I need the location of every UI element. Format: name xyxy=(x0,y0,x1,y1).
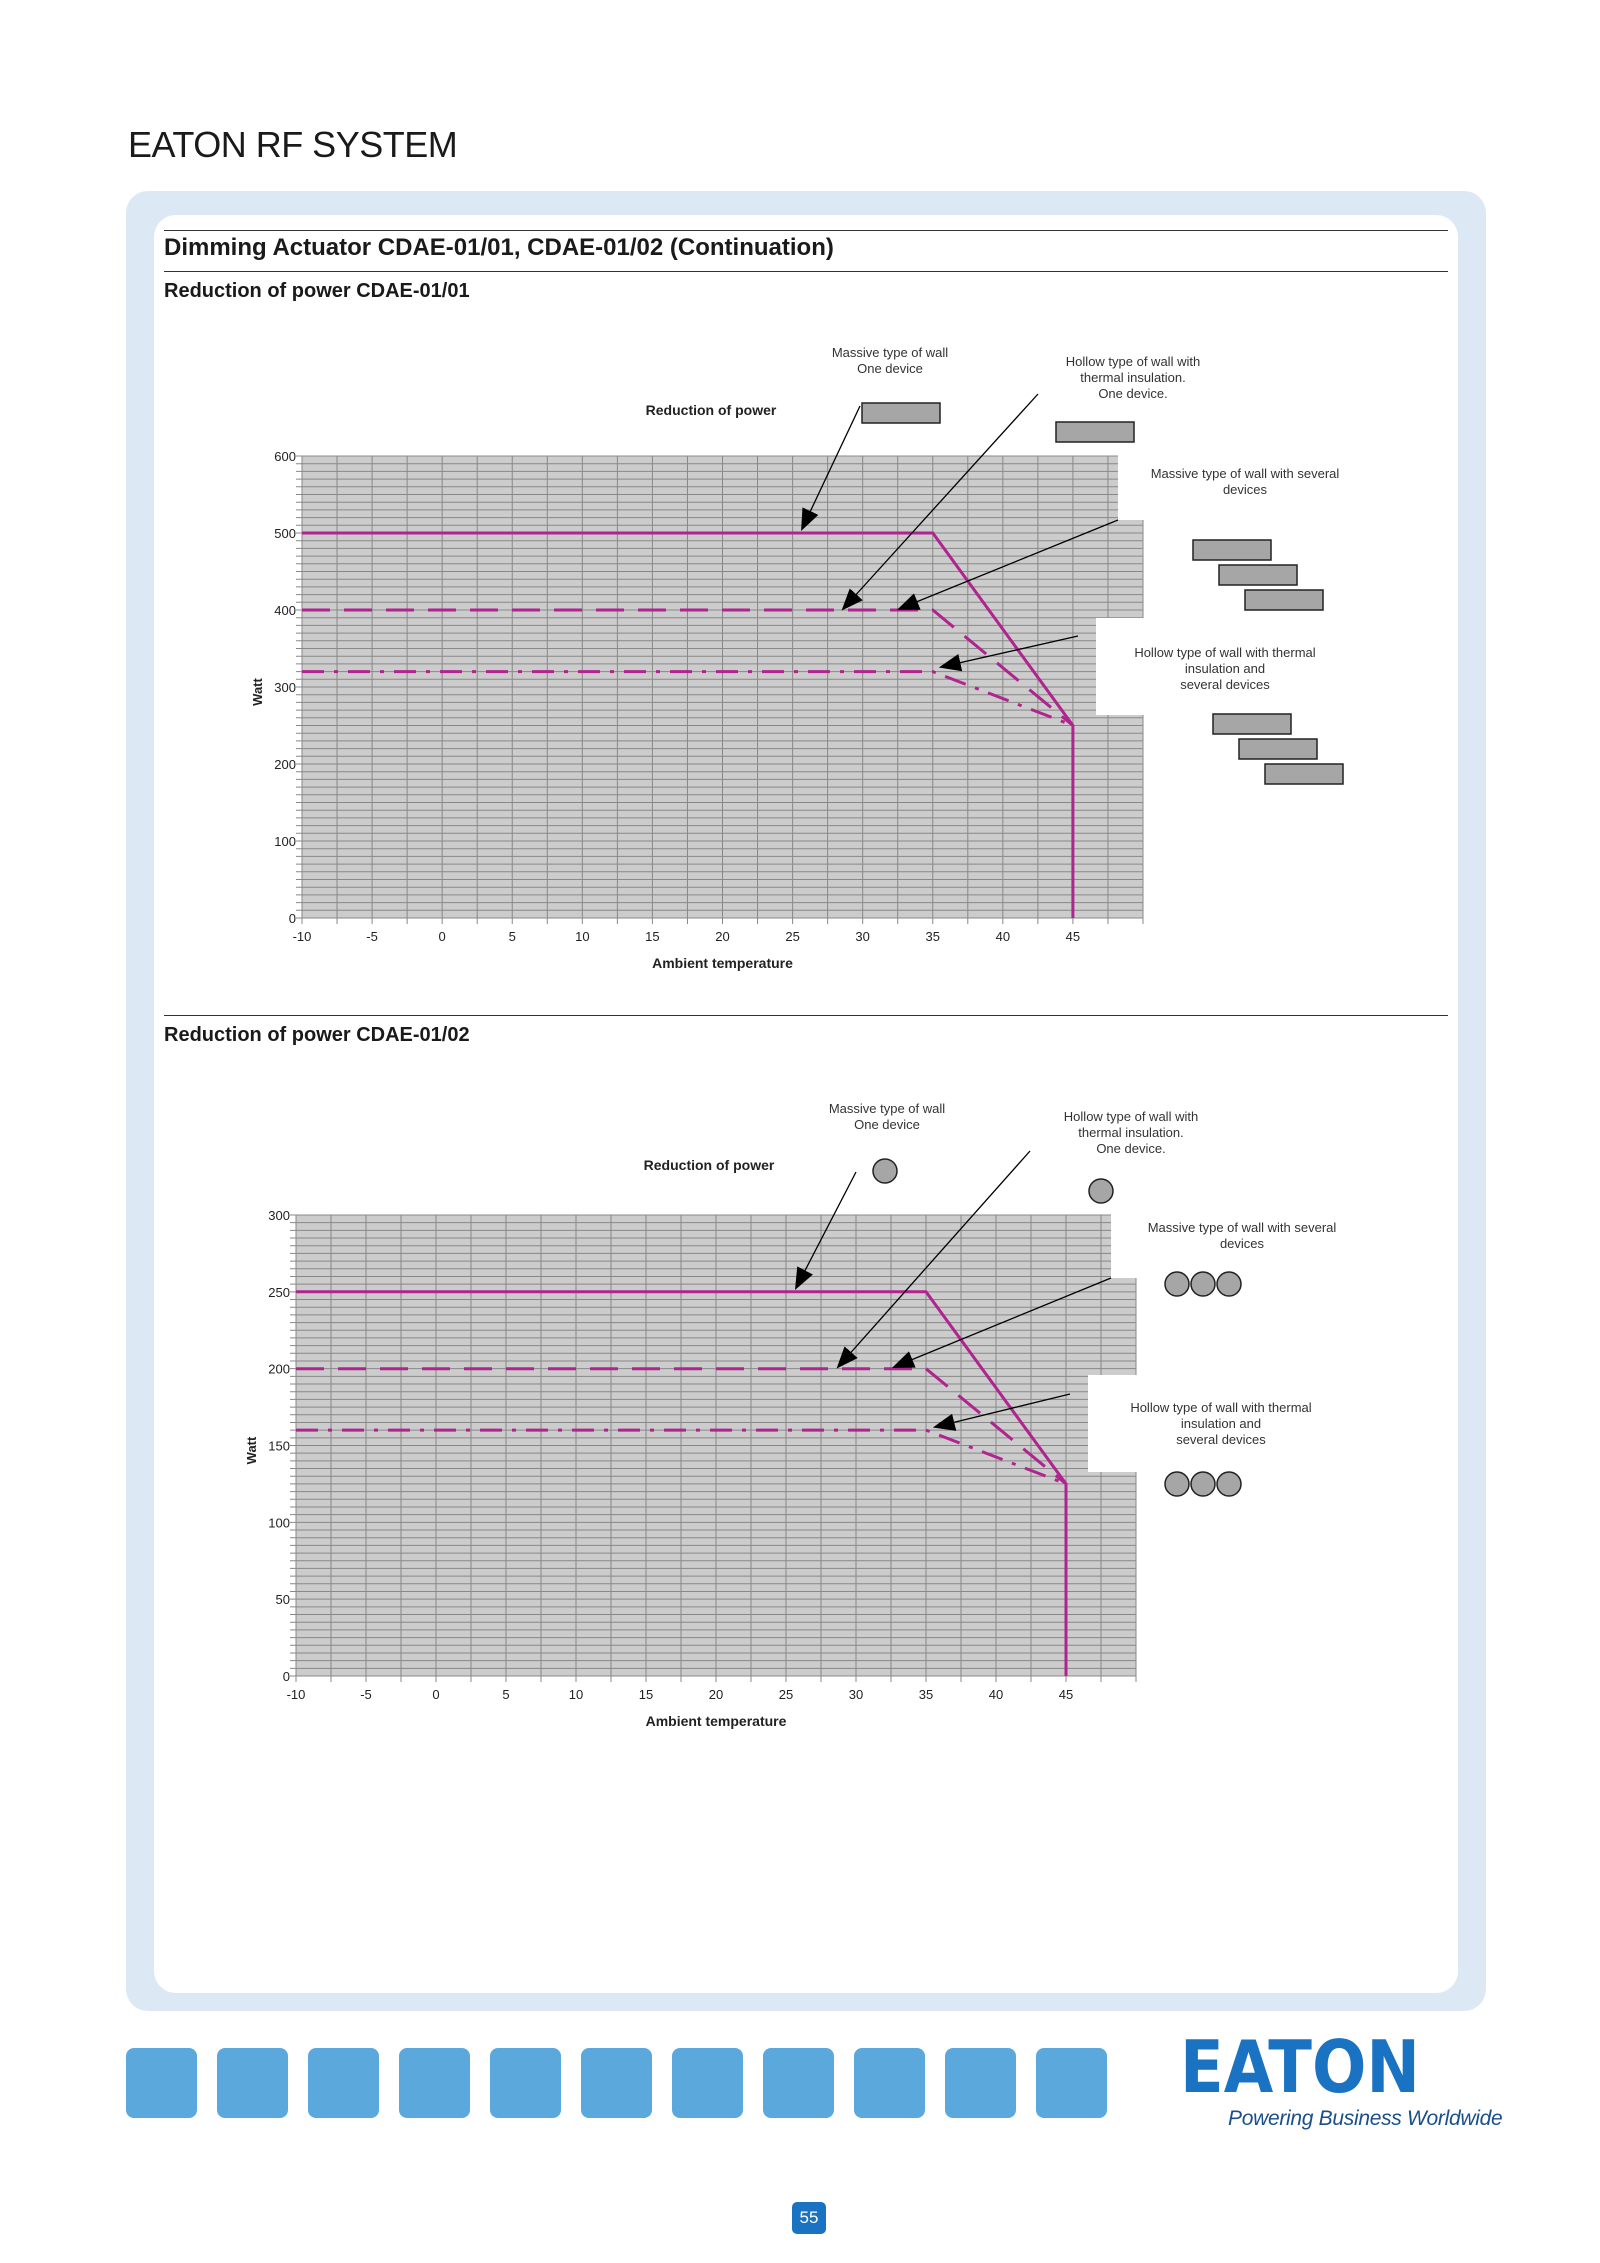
nav-box xyxy=(217,2048,288,2118)
y-tick-label: 100 xyxy=(274,834,296,849)
chart-2 xyxy=(154,1085,1458,1740)
legend-marker-circle xyxy=(873,1159,897,1183)
chart-title: Reduction of power xyxy=(645,402,777,418)
annotation-label-line: One device. xyxy=(1096,1141,1166,1156)
x-tick-label: 25 xyxy=(785,929,800,944)
legend-marker-rect xyxy=(1239,739,1317,759)
y-tick-label: 500 xyxy=(274,526,296,541)
annotation-label-line: Hollow type of wall with thermal xyxy=(1130,1400,1312,1415)
annotation-label-line: Massive type of wall xyxy=(828,1101,946,1116)
annotation-label-line: thermal insulation. xyxy=(1078,1125,1184,1140)
y-tick-label: 200 xyxy=(274,757,296,772)
annotation-label-line: devices xyxy=(1219,1236,1265,1251)
y-tick-label: 300 xyxy=(268,1208,290,1223)
annotation-label-line: devices xyxy=(1222,482,1268,497)
legend-marker-circle xyxy=(1191,1472,1215,1496)
x-tick-label: 35 xyxy=(918,1687,934,1702)
chart-title: Reduction of power xyxy=(643,1157,775,1173)
annotation-label-line: insulation and xyxy=(1184,661,1266,676)
x-tick-label: -5 xyxy=(360,1687,372,1702)
annotation-label-line: Massive type of wall xyxy=(831,345,949,360)
x-tick-label: 20 xyxy=(708,1687,724,1702)
y-tick-label: 150 xyxy=(268,1438,290,1454)
nav-box xyxy=(581,2048,652,2118)
x-tick-label: 25 xyxy=(778,1687,794,1702)
chart-1 xyxy=(154,330,1458,990)
x-tick-label: -5 xyxy=(366,929,378,944)
y-tick-label: 600 xyxy=(274,449,296,464)
y-tick-label: 0 xyxy=(282,1669,290,1684)
annotation-label-line: several devices xyxy=(1180,677,1270,692)
x-tick-label: 10 xyxy=(575,929,590,944)
legend-marker-circle xyxy=(1217,1272,1241,1296)
nav-box xyxy=(672,2048,743,2118)
legend-marker-rect xyxy=(1193,540,1271,560)
y-tick-label: 100 xyxy=(268,1515,290,1531)
x-tick-label: 35 xyxy=(925,929,940,944)
eaton-logo-text: EATON xyxy=(1180,2025,1420,2109)
page-header-title: EATON RF SYSTEM xyxy=(128,124,458,165)
annotation-label-line: insulation and xyxy=(1180,1416,1262,1431)
annotation-label-line: One device xyxy=(854,1117,920,1132)
chart-2-section-title: Reduction of power CDAE-01/02 xyxy=(164,1024,470,1046)
x-axis-label: Ambient temperature xyxy=(645,1713,787,1729)
eaton-logo xyxy=(1180,2025,1420,2109)
legend-marker-rect xyxy=(1245,590,1323,610)
x-tick-label: 0 xyxy=(438,929,446,944)
nav-box xyxy=(399,2048,470,2118)
legend-marker-rect xyxy=(1219,565,1297,585)
nav-box xyxy=(308,2048,379,2118)
y-axis-label: Watt xyxy=(250,678,265,706)
chart-separator xyxy=(164,1015,1448,1016)
x-tick-label: 45 xyxy=(1065,929,1081,944)
x-tick-label: 15 xyxy=(645,929,660,944)
annotation-label-line: several devices xyxy=(1176,1432,1266,1447)
annotation-label-line: Hollow type of wall with thermal xyxy=(1134,645,1316,660)
annotation-label-line: Massive type of wall with several xyxy=(1150,466,1340,481)
x-tick-label: 5 xyxy=(502,1687,510,1702)
y-tick-label: 50 xyxy=(275,1592,290,1608)
y-tick-label: 0 xyxy=(288,911,296,926)
y-tick-label: 400 xyxy=(274,603,296,618)
title-rule-top xyxy=(164,230,1448,231)
legend-marker-rect xyxy=(862,403,940,423)
y-axis-label: Watt xyxy=(244,1436,259,1465)
x-tick-label: 15 xyxy=(638,1687,654,1702)
legend-marker-rect xyxy=(1056,422,1134,442)
legend-marker-rect xyxy=(1265,764,1343,784)
x-tick-label: 45 xyxy=(1058,1687,1074,1702)
annotation-label-line: Hollow type of wall with xyxy=(1065,354,1201,369)
footer-nav-boxes xyxy=(126,2048,1107,2118)
y-tick-label: 300 xyxy=(274,680,296,695)
legend-marker-circle xyxy=(1165,1472,1189,1496)
x-axis-label: Ambient temperature xyxy=(652,955,793,971)
legend-marker-circle xyxy=(1165,1272,1189,1296)
section-title: Dimming Actuator CDAE-01/01, CDAE-01/02 (Continuation) xyxy=(164,234,834,261)
annotation-label-line: One device xyxy=(857,361,923,376)
x-tick-label: 10 xyxy=(568,1687,584,1702)
nav-box xyxy=(854,2048,925,2118)
legend-marker-circle xyxy=(1191,1272,1215,1296)
x-tick-label: -10 xyxy=(292,929,312,944)
page-number: 55 xyxy=(792,2202,826,2234)
x-tick-label: -10 xyxy=(286,1687,306,1702)
x-tick-label: 5 xyxy=(508,929,516,944)
x-tick-label: 30 xyxy=(855,929,870,944)
x-tick-label: 30 xyxy=(848,1687,864,1702)
nav-box xyxy=(945,2048,1016,2118)
nav-box xyxy=(763,2048,834,2118)
nav-box xyxy=(1036,2048,1107,2118)
x-tick-label: 20 xyxy=(715,929,730,944)
legend-marker-circle xyxy=(1089,1179,1113,1203)
x-tick-label: 0 xyxy=(432,1687,440,1702)
legend-marker-circle xyxy=(1217,1472,1241,1496)
y-tick-label: 250 xyxy=(268,1284,290,1300)
x-tick-label: 40 xyxy=(995,929,1011,944)
x-tick-label: 40 xyxy=(988,1687,1004,1702)
y-tick-label: 200 xyxy=(268,1361,290,1377)
annotation-label-line: Hollow type of wall with xyxy=(1063,1109,1199,1124)
nav-box xyxy=(126,2048,197,2118)
footer-tagline: Powering Business Worldwide xyxy=(1228,2107,1503,2130)
legend-marker-rect xyxy=(1213,714,1291,734)
title-rule-bottom xyxy=(164,271,1448,272)
annotation-label-line: thermal insulation. xyxy=(1080,370,1186,385)
nav-box xyxy=(490,2048,561,2118)
chart-1-section-title: Reduction of power CDAE-01/01 xyxy=(164,280,470,302)
annotation-label-line: Massive type of wall with several xyxy=(1147,1220,1337,1235)
annotation-label-line: One device. xyxy=(1098,386,1168,401)
